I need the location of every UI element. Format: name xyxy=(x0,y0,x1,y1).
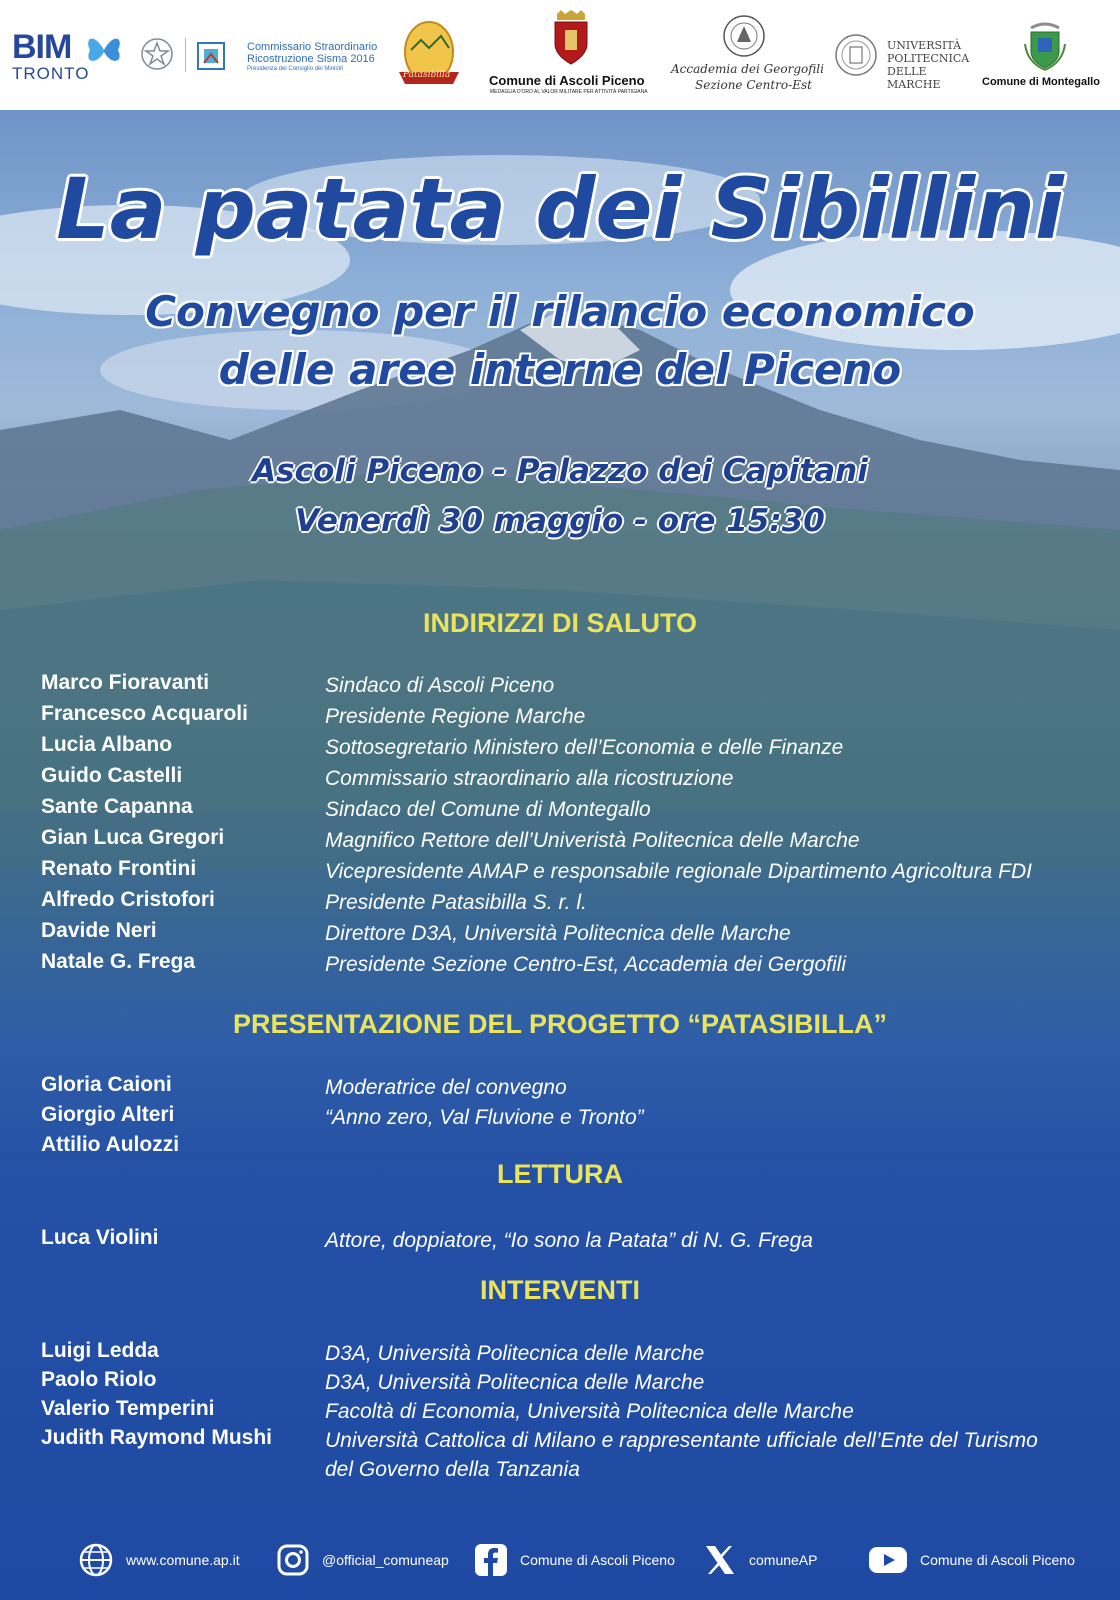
footer-website-label: www.comune.ap.it xyxy=(126,1552,240,1568)
event-datetime: Venerdì 30 maggio - ore 15:30 xyxy=(295,503,825,539)
speaker-role: Direttore D3A, Università Politecnica delle Marche xyxy=(325,922,791,945)
footer-instagram[interactable] xyxy=(276,1540,449,1580)
speaker-role: “Anno zero, Val Fluvione e Tronto” xyxy=(325,1106,644,1129)
speaker-row xyxy=(41,1368,1081,1398)
speaker-name: Francesco Acquaroli xyxy=(41,702,248,725)
speaker-name: Attilio Aulozzi xyxy=(41,1133,180,1156)
speaker-name: Renato Frontini xyxy=(41,857,197,880)
speaker-name: Paolo Riolo xyxy=(41,1368,157,1391)
event-title: La patata dei Sibillini xyxy=(56,160,1064,258)
footer-facebook[interactable] xyxy=(474,1540,675,1580)
speaker-name: Luca Violini xyxy=(41,1226,159,1249)
youtube-icon xyxy=(868,1545,908,1575)
speaker-role: Attore, doppiatore, “Io sono la Patata” di N. G. Frega xyxy=(325,1229,813,1252)
speaker-role: Presidente Sezione Centro-Est, Accademia dei Gergofili xyxy=(325,953,846,976)
speaker-row xyxy=(41,1426,1081,1486)
x-logo-icon xyxy=(703,1543,737,1577)
footer-website[interactable] xyxy=(78,1540,240,1580)
footer-youtube[interactable] xyxy=(868,1540,1075,1580)
ascoli-piceno-logo: Comune di Ascoli Piceno MEDAGLIA D'ORO AL VALOR MILITARE PER ATTIVITÀ PARTIGIANA xyxy=(485,0,660,110)
speaker-row xyxy=(41,1073,1081,1103)
speaker-role: Sindaco del Comune di Montegallo xyxy=(325,798,651,821)
globe-icon xyxy=(78,1542,114,1578)
speaker-name: Judith Raymond Mushi xyxy=(41,1426,272,1449)
logo-bar xyxy=(0,0,1120,110)
star-emblem-icon xyxy=(140,37,174,71)
speaker-row xyxy=(41,1226,1081,1256)
speaker-role: Vicepresidente AMAP e responsabile regionale Dipartimento Agricoltura FDI xyxy=(325,860,1032,883)
speaker-name: Guido Castelli xyxy=(41,764,183,787)
speaker-name: Alfredo Cristofori xyxy=(41,888,215,911)
univpm-logo: UNIVERSITÀ POLITECNICA DELLE MARCHE xyxy=(830,0,980,110)
speaker-row xyxy=(41,950,1081,980)
footer-facebook-label: Comune di Ascoli Piceno xyxy=(520,1552,675,1568)
speaker-name: Sante Capanna xyxy=(41,795,193,818)
speaker-row xyxy=(41,764,1081,794)
speaker-role: Facoltà di Economia, Università Politecnica delle Marche xyxy=(325,1400,854,1423)
section-heading-lettura: LETTURA xyxy=(497,1159,623,1189)
speaker-role: Moderatrice del convegno xyxy=(325,1076,567,1099)
speaker-role: Università Cattolica di Milano e rappresentante ufficiale dell’Ente del Turismo del Governo della Tanzania xyxy=(325,1429,1038,1481)
speaker-role: Presidente Patasibilla S. r. l. xyxy=(325,891,587,914)
speaker-name: Gian Luca Gregori xyxy=(41,826,225,849)
logo-divider xyxy=(185,38,186,72)
ricostruzione-icon xyxy=(195,40,227,72)
speaker-row xyxy=(41,795,1081,825)
montegallo-logo: Comune di Montegallo xyxy=(980,0,1115,110)
speaker-name: Gloria Caioni xyxy=(41,1073,172,1096)
speaker-name: Valerio Temperini xyxy=(41,1397,215,1420)
speaker-row xyxy=(41,702,1081,732)
speaker-name: Davide Neri xyxy=(41,919,157,942)
footer-x-label: comuneAP xyxy=(749,1552,818,1568)
footer-x[interactable] xyxy=(703,1540,817,1580)
speaker-role: Sindaco di Ascoli Piceno xyxy=(325,674,555,697)
speaker-row xyxy=(41,671,1081,701)
speaker-name: Giorgio Alteri xyxy=(41,1103,175,1126)
coat-of-arms-icon xyxy=(551,8,591,66)
instagram-icon xyxy=(276,1543,310,1577)
republic-emblem xyxy=(140,0,180,110)
speaker-role: Magnifico Rettore dell’Univeristà Politecnica delle Marche xyxy=(325,829,860,852)
speaker-name: Natale G. Frega xyxy=(41,950,196,973)
speaker-row xyxy=(41,888,1081,918)
speaker-row xyxy=(41,733,1081,763)
facebook-icon xyxy=(474,1543,508,1577)
speaker-role: D3A, Università Politecnica delle Marche xyxy=(325,1342,705,1365)
footer-instagram-label: @official_comuneap xyxy=(322,1552,449,1568)
butterfly-icon xyxy=(84,30,124,70)
event-venue: Ascoli Piceno - Palazzo dei Capitani xyxy=(252,453,868,489)
event-subtitle-line2: delle aree interne del Piceno xyxy=(218,345,902,394)
montegallo-crest-icon xyxy=(1023,18,1067,72)
speaker-row xyxy=(41,826,1081,856)
section-heading-saluto: INDIRIZZI DI SALUTO xyxy=(423,608,697,638)
speaker-row xyxy=(41,857,1081,887)
georgofili-logo: Accademia dei Georgofili Sezione Centro-Est xyxy=(665,0,815,110)
academy-seal-icon xyxy=(722,14,766,58)
speaker-row xyxy=(41,1339,1081,1369)
speaker-row xyxy=(41,1103,1081,1133)
footer-youtube-label: Comune di Ascoli Piceno xyxy=(920,1552,1075,1568)
bim-tronto-logo: BIM TRONTO xyxy=(8,0,123,110)
section-heading-interventi: INTERVENTI xyxy=(479,1275,641,1305)
speaker-role: Presidente Regione Marche xyxy=(325,705,586,728)
speaker-role: Sottosegretario Ministero dell’Economia e delle Finanze xyxy=(325,736,844,759)
speaker-name: Lucia Albano xyxy=(41,733,173,756)
speaker-name: Luigi Ledda xyxy=(41,1339,159,1362)
commissario-logo: Commissario Straordinario Ricostruzione Sisma 2016 Presidenza del Consiglio dei Ministri xyxy=(195,0,385,110)
patasibilla-logo: Patasibilla xyxy=(385,0,475,110)
speaker-row xyxy=(41,1397,1081,1427)
speaker-row xyxy=(41,919,1081,949)
event-subtitle-line1: Convegno per il rilancio economico xyxy=(145,287,975,336)
speaker-name: Marco Fioravanti xyxy=(41,671,210,694)
speaker-role: D3A, Università Politecnica delle Marche xyxy=(325,1371,705,1394)
section-heading-presentazione: PRESENTAZIONE DEL PROGETTO “PATASIBILLA” xyxy=(232,1009,888,1039)
speaker-role: Commissario straordinario alla ricostruzione xyxy=(325,767,734,790)
university-seal-icon xyxy=(834,33,878,77)
